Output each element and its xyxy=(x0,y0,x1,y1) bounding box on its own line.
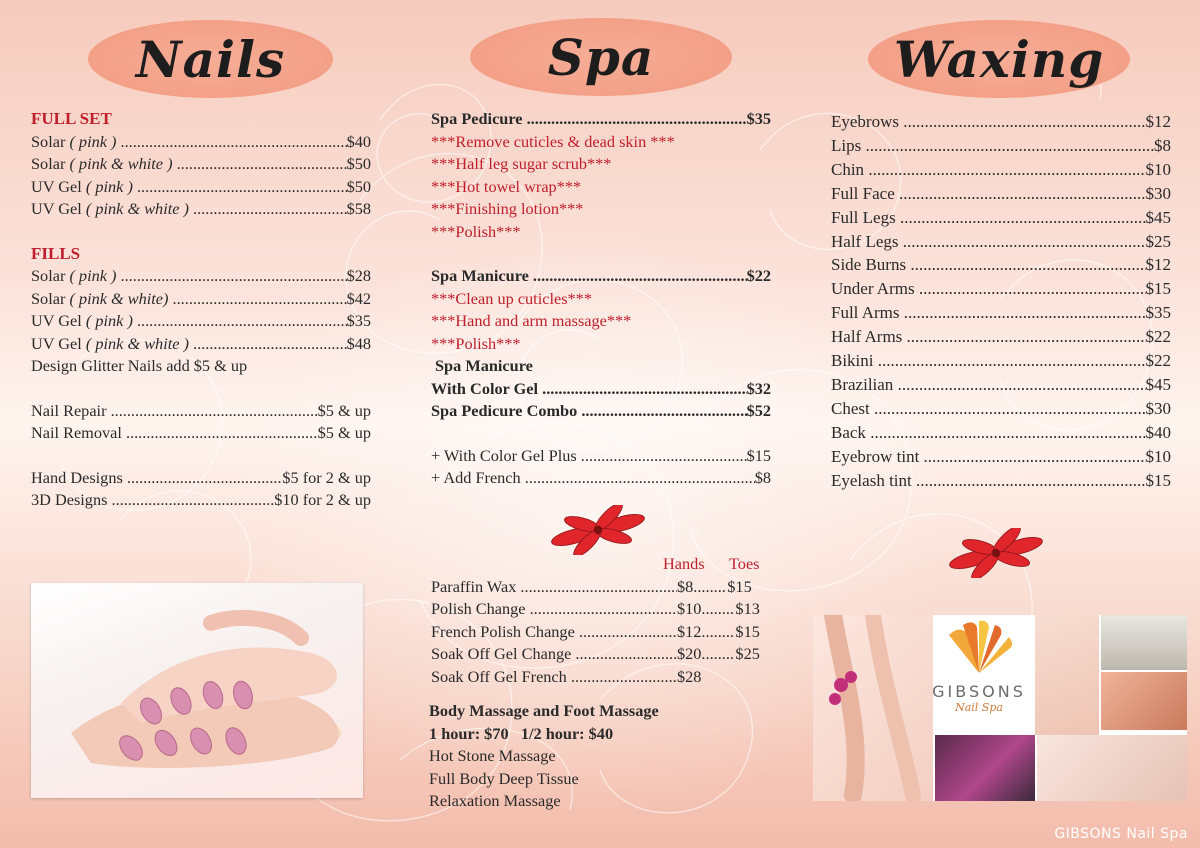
manicure-step: ***Clean up cuticles*** xyxy=(431,288,592,308)
item-name: UV Gel ( pink ) ..... xyxy=(31,310,347,333)
massage-section xyxy=(429,700,769,813)
gel-manicure-row xyxy=(431,378,771,401)
spa-title: Spa xyxy=(547,27,655,87)
addon-item xyxy=(431,445,771,468)
glitter-line: Design Glitter Nails add $5 & up xyxy=(31,356,248,375)
massage-photo xyxy=(1101,672,1187,730)
waxing-photo xyxy=(1037,735,1187,801)
waxing-item xyxy=(831,325,1171,349)
item-price: $15 xyxy=(746,445,771,465)
waxing-item xyxy=(831,206,1171,230)
item-price: $10 xyxy=(1145,159,1171,179)
hands-toes-header xyxy=(431,553,771,576)
item-price: $5 & up xyxy=(317,423,371,442)
spa-pedicure-name: Spa Pedicure ..... xyxy=(431,108,747,131)
item-price: $5 for 2 & up xyxy=(282,467,371,487)
fills-heading: FILLS xyxy=(31,243,81,263)
pedicure-step: ***Finishing lotion*** xyxy=(431,199,584,218)
item-price: $15 xyxy=(1145,470,1171,490)
toes-leader xyxy=(701,598,735,621)
item-name: Brazilian ..... xyxy=(831,373,1146,397)
repair-list xyxy=(31,400,371,445)
hands-toes-item xyxy=(431,643,771,666)
waxing-item xyxy=(831,158,1171,182)
item-note: ( pink & white ) xyxy=(69,154,173,173)
massage-types xyxy=(429,745,769,813)
massage-type: Relaxation Massage xyxy=(429,791,561,810)
item-price: $30 xyxy=(1145,183,1171,203)
spa-pedicure-row xyxy=(431,108,771,131)
item-name: Soak Off Gel French ..... xyxy=(431,666,677,689)
item-name: Solar ( pink & white ) ..... xyxy=(31,153,347,176)
waxing-item xyxy=(831,110,1171,134)
waxing-item xyxy=(831,397,1171,421)
hands-toes-item xyxy=(431,576,771,599)
waxing-title: Waxing xyxy=(893,29,1105,89)
flower-icon xyxy=(946,528,1046,578)
toes-leader xyxy=(701,643,735,666)
waxing-item xyxy=(831,230,1171,254)
item-name: Full Legs ..... xyxy=(831,206,1146,230)
waxing-item xyxy=(831,253,1171,277)
item-name: Paraffin Wax ..... xyxy=(431,576,677,599)
waxing-item xyxy=(831,182,1171,206)
item-price: $45 xyxy=(1145,207,1171,227)
logo-tagline: Nail Spa xyxy=(955,701,1003,714)
item-name: Half Arms ..... xyxy=(831,325,1146,349)
waxing-list xyxy=(831,110,1171,493)
item-note: ( pink & white ) xyxy=(85,333,189,353)
item-name: Eyebrows ..... xyxy=(831,110,1146,134)
waxing-item xyxy=(831,373,1171,397)
pedicure-steps xyxy=(431,131,771,244)
item-note: ( pink ) xyxy=(69,266,117,285)
item-price: $10 for 2 & up xyxy=(274,490,371,509)
design-list xyxy=(31,467,371,512)
full-set-item xyxy=(31,131,371,154)
item-name: Bikini ..... xyxy=(831,349,1146,373)
fills-item xyxy=(31,288,371,311)
item-note: ( pink ) xyxy=(85,176,133,196)
repair-item xyxy=(31,422,371,445)
stones-photo xyxy=(1101,615,1187,670)
design-item xyxy=(31,467,371,490)
item-price: $40 xyxy=(1145,422,1171,442)
item-price: $48 xyxy=(346,333,371,353)
spa-manicure-name: Spa Manicure ..... xyxy=(431,265,747,288)
massage-prices: 1 hour: $70 1/2 hour: $40 xyxy=(429,723,614,743)
item-price: $50 xyxy=(346,154,371,173)
gel-manicure-price: $32 xyxy=(746,378,771,398)
logo xyxy=(925,615,1033,735)
fills-item xyxy=(31,265,371,288)
item-price: $42 xyxy=(346,288,371,308)
hands-toes-item xyxy=(431,666,771,689)
item-name: UV Gel ( pink ) ..... xyxy=(31,176,347,199)
hands-toes-list xyxy=(431,576,771,689)
leg-photo-right xyxy=(1035,615,1099,735)
waxing-item xyxy=(831,421,1171,445)
design-item xyxy=(31,489,371,512)
spa-pedicure-price: $35 xyxy=(746,109,771,128)
hands-price: $20 xyxy=(677,644,702,663)
combo-row xyxy=(431,400,771,423)
waxing-column xyxy=(831,110,1171,493)
waxing-item xyxy=(831,301,1171,325)
manicure-steps xyxy=(431,288,771,356)
item-name: Chin ..... xyxy=(831,158,1146,182)
item-name: Nail Repair ..... xyxy=(31,400,318,423)
orchid-photo xyxy=(935,735,1035,801)
item-name: + With Color Gel Plus ..... xyxy=(431,445,747,468)
item-name: Back ..... xyxy=(831,421,1146,445)
gel-manicure-line2: With Color Gel ..... xyxy=(431,378,747,401)
item-price: $15 xyxy=(1145,279,1171,299)
item-name: Solar ( pink ) ..... xyxy=(31,265,347,288)
waxing-item xyxy=(831,469,1171,493)
item-name: Full Arms ..... xyxy=(831,301,1146,325)
toes-label: Toes xyxy=(729,554,760,573)
waxing-item xyxy=(831,349,1171,373)
hands-toes-item xyxy=(431,621,771,644)
addon-item xyxy=(431,467,771,490)
pedicure-step: ***Half leg sugar scrub*** xyxy=(431,154,612,173)
gel-manicure-line1: Spa Manicure xyxy=(435,356,533,375)
item-name: Polish Change ..... xyxy=(431,598,677,621)
item-name: Side Burns ..... xyxy=(831,253,1146,277)
massage-type: Hot Stone Massage xyxy=(429,746,556,765)
hands-price: $10 xyxy=(677,599,702,618)
item-price: $30 xyxy=(1145,398,1171,418)
item-name: Eyebrow tint ..... xyxy=(831,445,1146,469)
addon-list xyxy=(431,445,771,490)
item-price: $8 xyxy=(1154,135,1171,155)
spa-manicure-price: $22 xyxy=(746,266,771,285)
fills-list xyxy=(31,265,371,355)
item-price: $45 xyxy=(1145,374,1171,394)
toes-leader xyxy=(693,576,727,599)
waxing-item xyxy=(831,445,1171,469)
full-set-list xyxy=(31,131,371,221)
massage-type: Full Body Deep Tissue xyxy=(429,768,579,788)
combo-price: $52 xyxy=(746,401,771,420)
pedicure-step: ***Remove cuticles & dead skin *** xyxy=(431,131,675,151)
item-note: ( pink & white) xyxy=(69,288,169,308)
toes-price: $13 xyxy=(735,599,760,618)
item-price: $58 xyxy=(346,199,371,218)
hands-toes-item xyxy=(431,598,771,621)
item-name: French Polish Change ..... xyxy=(431,621,677,644)
fills-item xyxy=(31,333,371,356)
toes-price: $25 xyxy=(735,644,760,663)
item-name: Half Legs ..... xyxy=(831,230,1146,254)
item-price: $28 xyxy=(346,266,371,285)
item-price: $35 xyxy=(346,311,371,330)
massage-heading: Body Massage and Foot Massage xyxy=(429,701,659,720)
manicure-step: ***Polish*** xyxy=(431,333,521,353)
waxing-item xyxy=(831,277,1171,301)
nails-column xyxy=(31,108,371,512)
full-set-item xyxy=(31,153,371,176)
spa-manicure-row xyxy=(431,265,771,288)
item-name: UV Gel ( pink & white ) ..... xyxy=(31,198,347,221)
footer-brand: GIBSONS Nail Spa xyxy=(1054,826,1188,842)
item-note: ( pink ) xyxy=(85,311,133,330)
item-price: $22 xyxy=(1145,327,1171,347)
item-price: $10 xyxy=(1145,446,1171,466)
item-name: Chest ..... xyxy=(831,397,1146,421)
hands-price: $8 xyxy=(677,576,694,596)
item-price: $22 xyxy=(1145,351,1171,371)
item-name: Solar ( pink ) ..... xyxy=(31,131,347,154)
item-note: ( pink ) xyxy=(69,131,117,151)
hands-label: Hands xyxy=(663,554,705,573)
item-name: UV Gel ( pink & white ) ..... xyxy=(31,333,347,356)
waxing-item xyxy=(831,134,1171,158)
item-price: $25 xyxy=(1145,231,1171,251)
item-price: $40 xyxy=(346,131,371,151)
item-name: Full Face ..... xyxy=(831,182,1146,206)
toes-price: $15 xyxy=(735,621,760,641)
waxing-collage xyxy=(813,615,1187,801)
item-price: $35 xyxy=(1145,303,1171,323)
full-set-heading: FULL SET xyxy=(31,109,112,128)
manicure-step: ***Hand and arm massage*** xyxy=(431,311,632,330)
item-name: Nail Removal ..... xyxy=(31,422,318,445)
fills-item xyxy=(31,310,371,333)
item-price: $5 & up xyxy=(317,400,371,420)
item-name: 3D Designs ..... xyxy=(31,489,274,512)
item-price: $50 xyxy=(346,176,371,196)
pedicure-step: ***Polish*** xyxy=(431,221,521,241)
flower-icon xyxy=(548,505,648,555)
repair-item xyxy=(31,400,371,423)
logo-fan-icon xyxy=(939,615,1019,677)
item-name: Solar ( pink & white) ..... xyxy=(31,288,347,311)
item-name: Under Arms ..... xyxy=(831,277,1146,301)
item-price: $12 xyxy=(1145,255,1171,275)
item-price: $12 xyxy=(1145,112,1171,131)
item-name: Eyelash tint ..... xyxy=(831,469,1146,493)
toes-price: $15 xyxy=(727,576,752,596)
item-note: ( pink & white ) xyxy=(85,199,189,218)
logo-name: GIBSONS xyxy=(932,682,1026,701)
spa-column xyxy=(431,108,771,490)
item-name: Soak Off Gel Change ..... xyxy=(431,643,677,666)
hands-toes-section xyxy=(431,553,771,688)
item-price: $8 xyxy=(754,468,771,487)
toes-leader xyxy=(701,621,735,644)
hands-price: $28 xyxy=(677,666,702,686)
item-name: Lips ..... xyxy=(831,134,1154,158)
nails-title: Nails xyxy=(135,29,286,89)
nails-title-oval xyxy=(88,20,333,98)
combo-name: Spa Pedicure Combo ..... xyxy=(431,400,747,423)
hands-price: $12 xyxy=(677,621,702,641)
full-set-item xyxy=(31,198,371,221)
item-name: + Add French ..... xyxy=(431,467,755,490)
full-set-item xyxy=(31,176,371,199)
item-name: Hand Designs ..... xyxy=(31,467,282,490)
pedicure-step: ***Hot towel wrap*** xyxy=(431,176,582,196)
nails-photo xyxy=(31,583,363,798)
spa-title-oval xyxy=(470,18,732,96)
waxing-title-oval xyxy=(868,20,1130,98)
